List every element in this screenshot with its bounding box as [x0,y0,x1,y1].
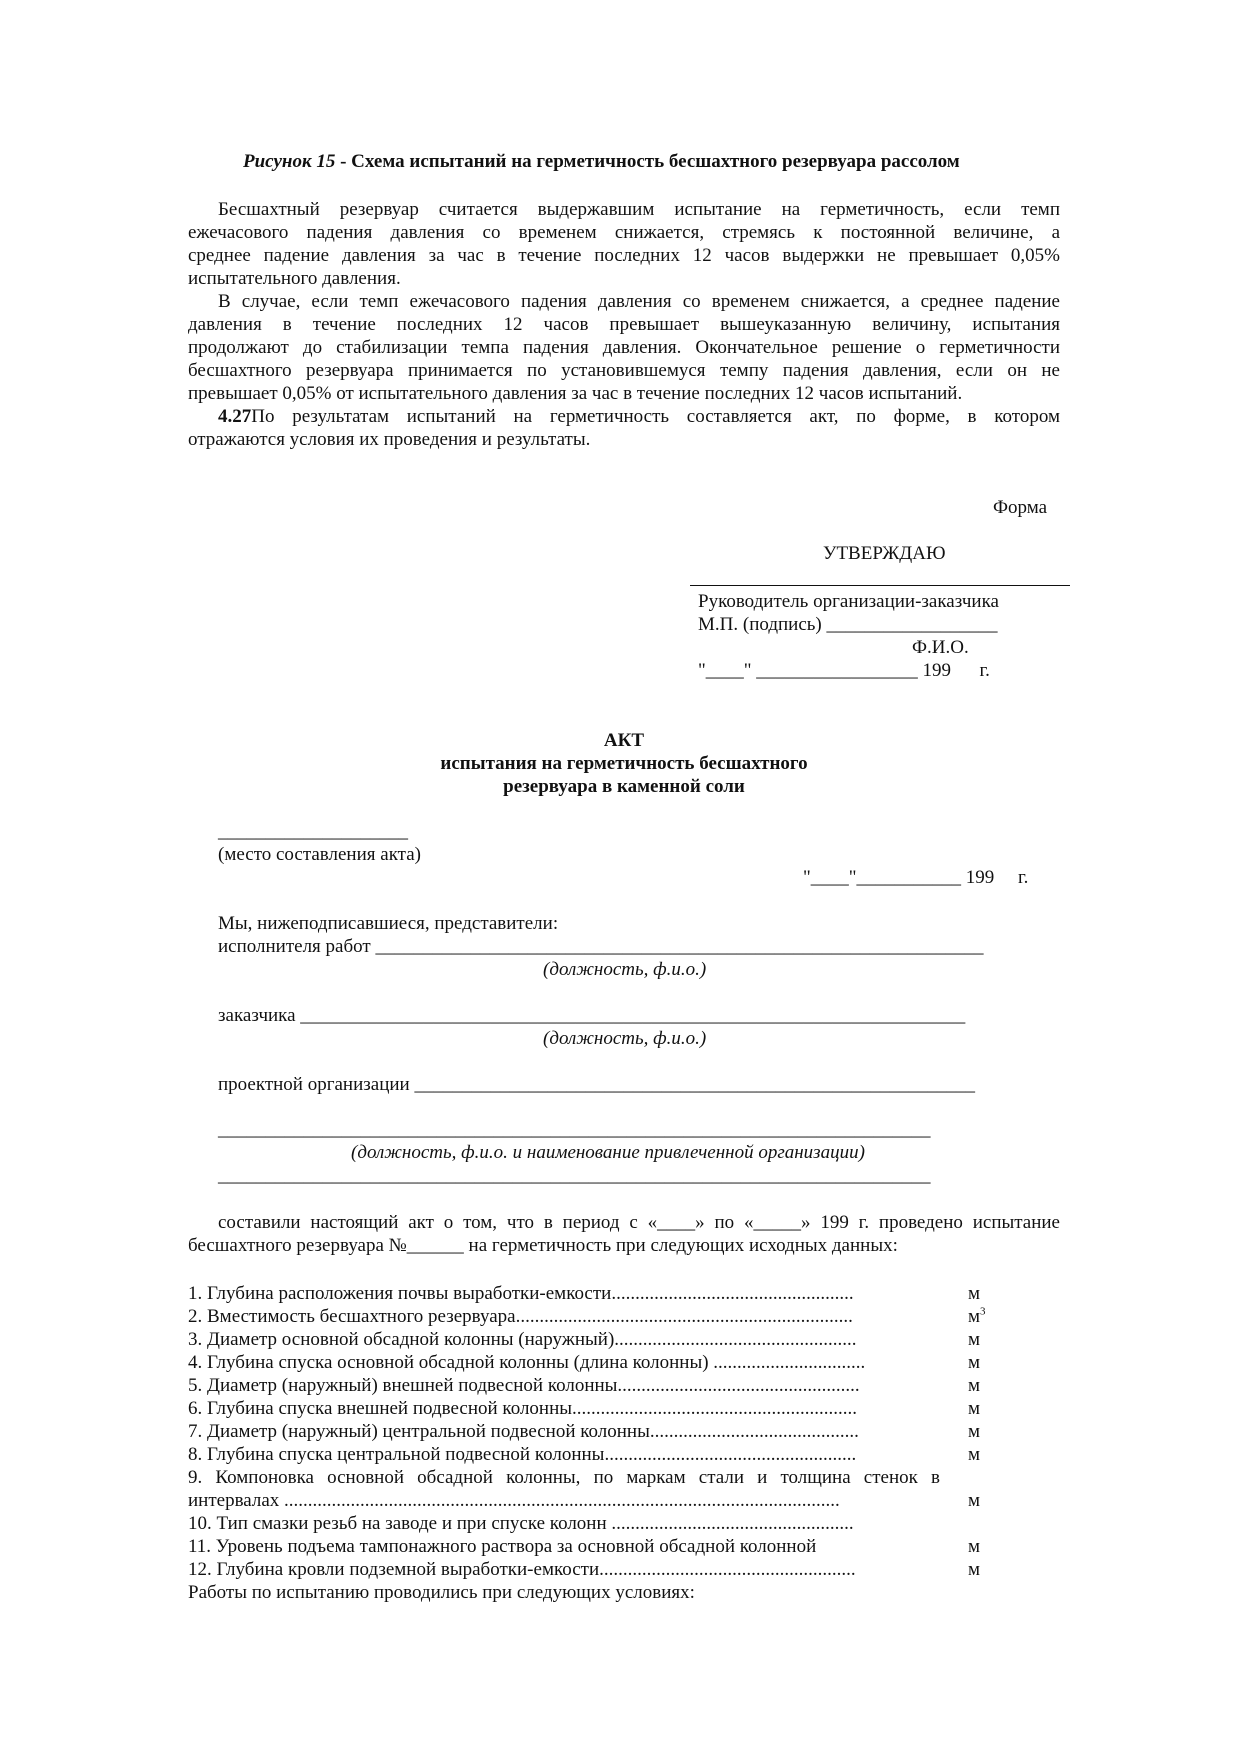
para2-line: превышает 0,05% от испытательного давления за час в течение последних 12 часов испытаний. [188,383,963,404]
parties-intro: Мы, нижеподписавшиеся, представители: [218,913,559,934]
item-unit: м [968,1490,981,1511]
para1-line: ежечасового падения давления со временем снижается, стремясь к постоянной величине, а [188,222,1060,243]
item-5: 5. Диаметр (наружный) внешней подвесной колонны................................................... [188,1375,860,1396]
third-party-hint: (должность, ф.и.о. и наименование привлеченной организации) [351,1142,865,1163]
para3-text: По результатам испытаний на герметичность составляется акт, по форме, в котором [251,406,1060,427]
para1-line: среднее падение давления за час в течение последних 12 часов выдержки не превышает 0,05% [188,245,1060,266]
approve-date: "____" _________________ 199 г. [698,660,990,681]
item-11: 11. Уровень подъема тампонажного раствора за основной обсадной колонной [188,1536,817,1557]
approve-signature-line [690,585,1070,586]
unit-text: м [968,1306,981,1327]
caption-dash: - [335,151,352,172]
para1-line: Бесшахтный резервуар считается выдержавшим испытание на герметичность, если темп [218,199,1060,220]
item-9: 9. Компоновка основной обсадной колонны, по маркам стали и толщина стенок в [188,1467,940,1488]
para1-line: испытательного давления. [188,268,401,289]
item-6: 6. Глубина спуска внешней подвесной колонны............................................................ [188,1398,858,1419]
place-label: (место составления акта) [218,844,421,865]
item-unit: м [968,1559,981,1580]
para3-line [188,405,1060,428]
item-unit: м [968,1329,981,1350]
para2-line: давления в течение последних 12 часов превышает вышеуказанную величину, испытания [188,314,1060,335]
approve-role: Руководитель организации-заказчика [698,591,999,612]
para2-line: продолжают до стабилизации темпа падения давления. Окончательное решение о герметичности [188,337,1060,358]
item-1: 1. Глубина расположения почвы выработки-емкости................................................... [188,1283,854,1304]
item-unit: м [968,1283,981,1304]
designer-field: проектной организации ___________________________________________________________ [218,1074,975,1095]
item-unit: м [968,1375,981,1396]
item-unit: м [968,1398,981,1419]
item-9-cont: интервалах ..................................................................................................................... [188,1490,840,1511]
statement-line: составили настоящий акт о том, что в период с «____» по «_____» 199 г. проведено испытание [218,1212,1060,1233]
approve-sign: М.П. (подпись) __________________ [698,614,998,635]
item-unit: м [968,1421,981,1442]
act-subtitle: резервуара в каменной соли [503,776,745,797]
item-unit: м [968,1444,981,1465]
figure-caption [243,150,960,173]
act-subtitle: испытания на герметичность бесшахтного [440,753,808,774]
customer-hint: (должность, ф.и.о.) [543,1028,707,1049]
place-underline: ____________________ [218,821,408,842]
item-unit [968,1305,986,1328]
item-unit: м [968,1536,981,1557]
item-2: 2. Вместимость бесшахтного резервуара....................................................................... [188,1306,853,1327]
para2-line: бесшахтного резервуара принимается по установившемуся темпу падения давления, если он не [188,360,1060,381]
item-8: 8. Глубина спуска центральной подвесной колонны..................................................... [188,1444,857,1465]
clause-number: 4.27 [218,406,252,427]
item-4: 4. Глубина спуска основной обсадной колонны (длина колонны) ................................ [188,1352,866,1373]
statement-line: бесшахтного резервуара №______ на герметичность при следующих исходных данных: [188,1235,898,1256]
item-10: 10. Тип смазки резьб на заводе и при спуске колонн ................................................... [188,1513,854,1534]
caption-title: Схема испытаний на герметичность бесшахтного резервуара рассолом [351,151,960,172]
item-7: 7. Диаметр (наружный) центральной подвесной колонны............................................ [188,1421,859,1442]
executor-field: исполнителя работ ________________________________________________________________ [218,936,984,957]
form-label: Форма [993,497,1048,518]
third-party-line: ___________________________________________________________________________ [218,1165,931,1186]
approve-fio: Ф.И.О. [912,637,969,658]
approve-title: УТВЕРЖДАЮ [823,543,946,564]
para2-line: В случае, если темп ежечасового падения давления со временем снижается, а среднее падение [218,291,1060,312]
item-unit: м [968,1352,981,1373]
executor-hint: (должность, ф.и.о.) [543,959,707,980]
act-title: АКТ [603,730,645,751]
third-party-line: ___________________________________________________________________________ [218,1119,931,1140]
conditions-label: Работы по испытанию проводились при следующих условиях: [188,1582,695,1603]
place-date: "____"___________ 199 г. [803,867,1029,888]
customer-field: заказчика ______________________________________________________________________ [218,1005,966,1026]
unit-sup: 3 [980,1305,986,1318]
item-3: 3. Диаметр основной обсадной колонны (наружный)................................................... [188,1329,857,1350]
caption-label: Рисунок 15 [243,151,336,172]
item-12: 12. Глубина кровли подземной выработки-емкости...................................................... [188,1559,856,1580]
para3-line: отражаются условия их проведения и результаты. [188,429,591,450]
